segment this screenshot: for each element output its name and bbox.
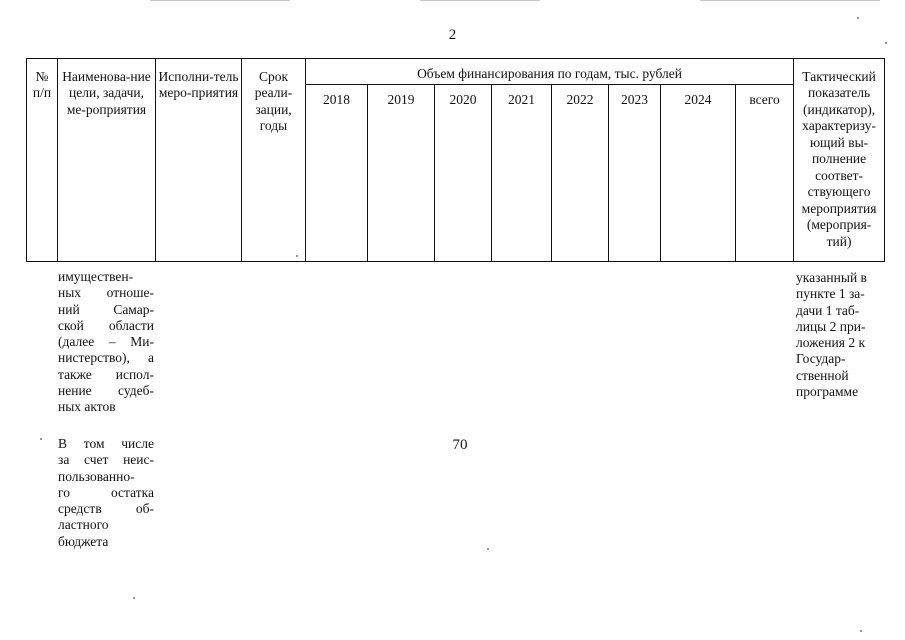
scan-speck xyxy=(857,17,859,19)
scan-speck xyxy=(885,42,887,44)
text-line: ных актов xyxy=(58,399,116,415)
row1-indicator-cell xyxy=(796,270,886,400)
text-line: го остатка xyxy=(58,484,154,500)
row2-amount: 70 xyxy=(452,437,468,453)
page-number: 2 xyxy=(448,27,457,43)
header-num: № п/п xyxy=(27,59,58,262)
header-year-2018: 2018 xyxy=(306,85,368,262)
scan-speck xyxy=(133,597,135,599)
text-line: В том числе xyxy=(58,436,154,451)
text-line: ложения 2 к xyxy=(796,335,866,351)
financing-table-header xyxy=(26,58,885,262)
scan-edge-line xyxy=(700,0,880,1)
text-line: дачи 1 таб- xyxy=(796,302,860,318)
text-line: нистерство), а xyxy=(58,350,154,366)
text-line: (далее – Ми- xyxy=(58,334,154,350)
scan-speck xyxy=(296,255,298,257)
text-line: за счет неис- xyxy=(58,452,154,468)
header-name: Наименова-ние цели, задачи, ме-роприятия xyxy=(58,59,156,262)
header-year-2021: 2021 xyxy=(492,85,552,262)
scan-speck xyxy=(860,630,862,632)
text-line: программе xyxy=(796,384,859,400)
scan-speck xyxy=(40,438,42,440)
text-line: ний Самар- xyxy=(58,301,154,317)
text-line: ственной xyxy=(796,367,849,383)
text-line: пользованно- xyxy=(58,468,135,484)
header-executor: Исполни-тель меро-приятия xyxy=(156,59,242,262)
text-line: пункте 1 за- xyxy=(796,286,865,302)
text-line: ластного xyxy=(58,517,109,533)
header-year-2022: 2022 xyxy=(552,85,609,262)
header-term: Срок реали-зации, годы xyxy=(242,59,306,262)
header-year-2023: 2023 xyxy=(609,85,661,262)
text-line: указанный в xyxy=(796,270,867,285)
header-year-2024: 2024 xyxy=(661,85,736,262)
scan-edge-line xyxy=(150,0,290,1)
header-year-2020: 2020 xyxy=(435,85,492,262)
header-indicator: Тактический показатель (индикатор), характеризу-ющий вы-полнение соответ-ствующего мероприятия (мероприя-тий) xyxy=(794,59,885,262)
row1-name-cell xyxy=(58,269,154,416)
text-line: также испол- xyxy=(58,366,154,382)
header-year-2019: 2019 xyxy=(368,85,435,262)
text-line: ных отноше- xyxy=(58,285,154,301)
text-line: лицы 2 при- xyxy=(796,318,866,334)
header-total: всего xyxy=(736,85,794,262)
text-line: средств об- xyxy=(58,501,154,517)
text-line: бюджета xyxy=(58,533,109,549)
text-line: имуществен- xyxy=(58,269,134,284)
text-line: нение судеб- xyxy=(58,383,154,399)
header-financing: Объем финансирования по годам, тыс. рублей xyxy=(306,59,794,85)
text-line: ской области xyxy=(58,317,154,333)
text-line: Государ- xyxy=(796,351,846,367)
scan-speck xyxy=(487,548,489,550)
scan-edge-line xyxy=(420,0,540,1)
row2-name-cell xyxy=(58,436,154,550)
